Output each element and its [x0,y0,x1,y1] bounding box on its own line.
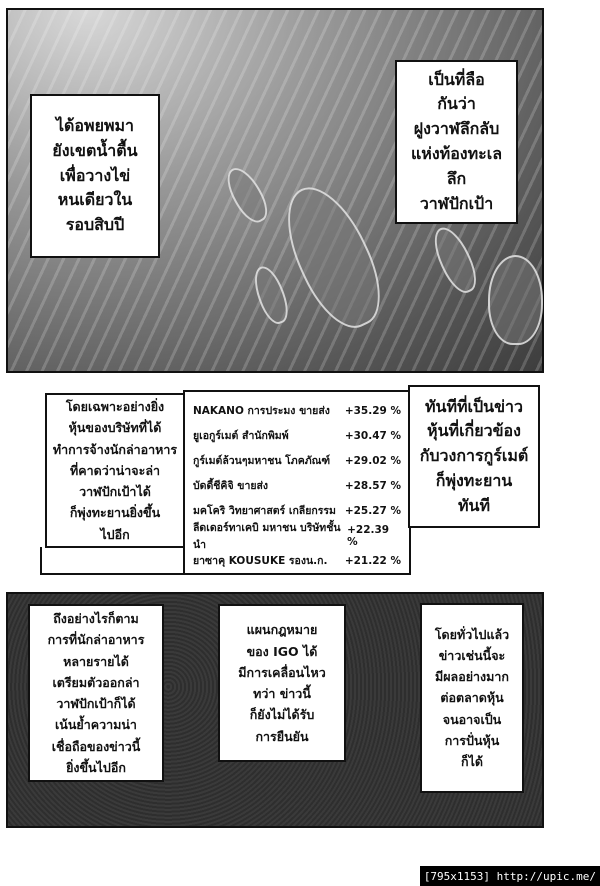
caption-line: การยืนยัน [255,728,309,744]
stock-change: +22.39 % [347,523,390,548]
stock-name: ลีดเดอร์ทาเคบิ มหาชน บริษัทชั้นนำ [193,521,341,551]
caption-line: มีผลอย่างมาก [434,669,509,685]
caption-line: ทว่า ข่าวนี้ [253,686,311,701]
caption-line: โดยเฉพาะอย่างยิ่ง [65,399,165,415]
caption-line: ของ IGO ได้ [246,643,318,659]
stock-name: ยาซาคุ KOUSUKE รองน.ก. [193,555,328,567]
caption-line: กันว่า [437,94,476,114]
caption-line: ยิ่งขึ้นไปอีก [66,759,126,775]
caption-box [408,385,540,528]
caption-line: การปั่นหุ้น [444,732,500,748]
caption-line: เน้นย้ำความน่า [55,717,137,733]
table-row [193,521,401,551]
caption-line: กับวงการกูร์เมต์ [419,446,529,466]
caption-box [218,604,346,762]
caption-line: แผนกฎหมาย [246,622,318,638]
caption-line: ไปอีก [100,526,130,542]
caption-line: เพื่อวางไข่ [59,165,131,185]
caption-line: ทำการจ้างนักล่าอาหาร [52,441,178,457]
whale-illustration [427,222,484,298]
caption-line: จนอาจเป็น [442,711,502,727]
stock-name: มคโคริ วิทยาศาสตร์ เกลียกรรม [193,505,336,517]
caption-line: ลึก [446,168,467,188]
caption-line: เชื่อถือของข่าวนี้ [51,738,141,754]
caption-line: ก็ยังไม่ได้รับ [249,707,315,723]
caption-box [45,393,185,548]
panel-dark-captions [6,592,544,828]
table-row [193,473,401,498]
caption-line: รอบสิบปี [65,215,125,235]
caption-line: ฝูงวาฬลึกลับ [413,119,500,139]
stock-name: ยูเอกูร์เมต์ สำนักพิมพ์ [193,430,289,442]
stock-table [183,390,411,575]
caption-line: ได้อพยพมา [55,116,135,135]
table-row [193,448,401,473]
stock-name: NAKANO การประมง ขายส่ง [193,405,330,417]
caption-line: ถึงอย่างไรก็ตาม [53,611,139,626]
caption-line: ต่อตลาดหุ้น [440,690,504,706]
caption-line: หุ้นของบริษัทที่ได้ [68,420,162,436]
stock-change: +30.47 % [344,429,401,442]
stock-change: +25.27 % [344,504,401,517]
caption-line: เป็นที่ลือ [428,69,485,89]
stock-name: กูร์เมต์ล้วนๆมหาชน โภคภัณฑ์ [193,455,331,467]
whale-illustration [270,174,397,340]
caption-line: ข่าวเช่นนี้จะ [438,647,506,663]
whale-illustration [220,162,274,228]
caption-line: หลายรายได้ [63,653,129,669]
caption-line: แห่งท้องทะเล [410,144,503,163]
caption-line: ทันทีที่เป็นข่าว [424,396,524,416]
caption-line: ที่คาดว่าน่าจะล่า [69,462,161,478]
caption-box [420,603,524,793]
stock-name: บัดดี้ชีคิจิ ขายส่ง [193,480,269,492]
stock-change: +21.22 % [344,554,401,567]
caption-line: ก็ได้ [461,754,483,770]
caption-line: ยังเขตน้ำตื้น [52,140,138,160]
whale-illustration [488,255,543,345]
caption-line: ก็พุ่งทะยานยิ่งขึ้น [69,505,161,521]
caption-line: วาฬปักเป้าได้ [79,484,151,500]
caption-line: หุ้นที่เกี่ยวข้อง [427,421,521,441]
panel-underwater-whales [6,8,544,373]
stock-change: +28.57 % [344,479,401,492]
stock-change: +29.02 % [344,454,401,467]
table-row [193,548,401,573]
table-row [193,423,401,448]
stock-change: +35.29 % [344,404,401,417]
caption-line: เตรียมตัวออกล่า [52,674,140,690]
caption-line: ก็พุ่งทะยาน [435,470,513,490]
caption-box [30,94,160,258]
caption-line: โดยทั่วไปแล้ว [434,626,510,642]
caption-line: วาฬปักเป้า [419,193,494,213]
whale-illustration [249,262,294,327]
caption-box [28,604,164,782]
caption-line: วาฬปักเป้าก็ได้ [56,696,136,711]
caption-line: หนเดียวใน [57,190,133,210]
caption-line: การที่นักล่าอาหาร [47,632,145,648]
watermark: [795x1153] http://upic.me/ [420,866,600,886]
table-row [193,398,401,423]
caption-box [395,60,518,224]
caption-line: มีการเคลื่อนไหว [238,664,326,680]
caption-line: ทันที [457,495,491,515]
